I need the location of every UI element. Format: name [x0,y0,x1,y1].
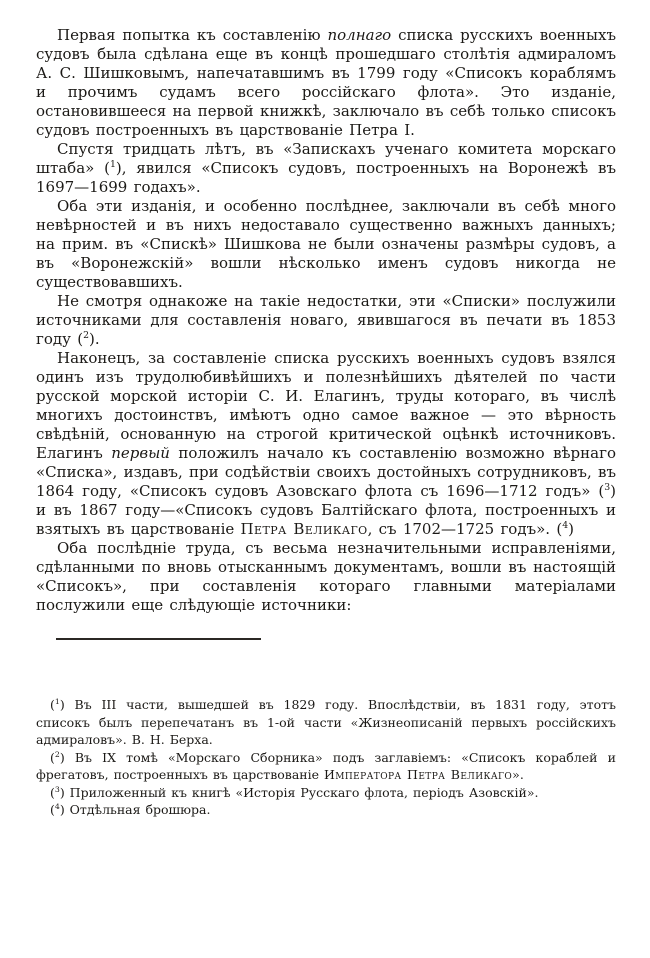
text-run: Первая попытка къ составленію [57,26,328,44]
footnote [36,784,616,802]
text-run: ) Отдѣльная брошюра. [59,802,211,817]
text-run: ) и въ 1867 году—«Списокъ судовъ Балтійскаго флота, построенныхъ и взятыхъ въ царствованіе [36,482,616,538]
main-text-block [36,26,616,615]
footnotes-block [36,696,616,819]
text-run: Оба послѣдніе труда, съ весьма незначительными исправленіями, сдѣланными по вновь отысканнымъ документамъ, вошли въ настоящій «Списокъ», при составленія котораго главными матеріалами послужили еще слѣдующіе источники: [36,539,616,614]
paragraph [36,26,616,140]
text-run: Наконецъ, за составленіе списка русскихъ военныхъ судовъ взялся одинъ изъ трудолюбивѣйшихъ и полезнѣйшихъ дѣятелей по части русской морской исторіи С. И. Елагинъ, труды котораго, въ числѣ многихъ достоинствъ, имѣютъ одно самое важное — это вѣрность свѣдѣній, основанную на строгой критической оцѣнкѣ источниковъ. Елагинъ [36,349,616,462]
paragraph [36,197,616,292]
text-run: ). [89,330,100,348]
text-run: ), явился «Списокъ судовъ, построенныхъ на Воронежѣ въ 1697—1699 годахъ». [36,159,616,196]
text-run: списка русскихъ военныхъ судовъ была сдѣлана еще въ концѣ прошедшаго столѣтія адмираломъ А. С. Шишковымъ, напечатавшимъ въ 1799 году «Списокъ кораблямъ и прочимъ судамъ всего россійскаго флота». Это изданіе, остановившееся на первой книжкѣ, заключало въ себѣ только списокъ судовъ построенныхъ въ царствованіе Петра I. [36,26,616,139]
paragraph [36,539,616,615]
text-run: ( [50,697,55,712]
text-run: ( [50,802,55,817]
footnote [36,801,616,819]
footnote-ref: 2 [54,749,60,759]
paragraph [36,140,616,197]
text-run: ». [512,767,524,782]
text-run: Спустя тридцать лѣтъ, въ «Запискахъ ученаго комитета морскаго штаба» ( [36,140,616,177]
footnote [36,749,616,784]
text-run: ( [50,784,55,800]
footnote-ref: 3 [604,482,611,493]
text-run-i: первый [111,444,170,462]
footnote-ref: 1 [54,696,60,706]
text-run: ) Въ III части, вышедшей въ 1829 году. Впослѣдствіи, въ 1831 году, этотъ списокъ былъ перепечатанъ въ 1-ой части «Жизнеописаній первыхъ россійскихъ адмираловъ». В. Н. Берха. [36,697,616,747]
text-run: ( [50,749,55,765]
text-run: Не смотря однакоже на такіе недостатки, эти «Списки» послужили источниками для составленія новаго, явившагося въ печати въ 1853 году ( [36,292,616,348]
footnote-ref: 4 [54,801,60,811]
footnote [36,696,616,749]
footnote-ref: 3 [54,784,60,794]
footnote-ref: 4 [562,520,569,531]
text-run-i: полнаго [327,26,392,44]
text-run: положилъ начало къ составленію возможно вѣрнаго «Списка», издавъ, при содѣйствіи своихъ достойныхъ сотрудниковъ, въ 1864 году, «Списокъ судовъ Азовскаго флота съ 1696—1712 годъ» ( [36,444,616,500]
footnote-ref: 2 [83,330,89,341]
paragraph [36,349,616,539]
text-run: ) [568,520,574,538]
paragraph [36,292,616,349]
footnote-separator-rule [56,638,261,640]
text-run-sc: Императора Петра Великаго [323,767,513,782]
footnote-ref: 1 [109,159,116,170]
text-run: , съ 1702—1725 годъ». ( [367,520,563,538]
text-run: ) Приложенный къ книгѣ «Исторія Русскаго флота, періодъ Азовскій». [59,784,539,800]
text-run: Оба эти изданія, и особенно послѣднее, заключали въ себѣ много невѣрностей и въ нихъ недоставало существенно важныхъ данныхъ; на прим. въ «Спискѣ» Шишкова не были означены размѣры судовъ, а въ «Воронежскій» вошли нѣсколько именъ судовъ никогда не существовавшихъ. [36,197,616,291]
text-run: ) Въ IX томѣ «Морскаго Сборника» подъ заглавіемъ: «Списокъ кораблей и фрегатовъ, построенныхъ въ царствованіе [36,749,616,782]
text-run-sc: Петра Великаго [240,520,368,538]
